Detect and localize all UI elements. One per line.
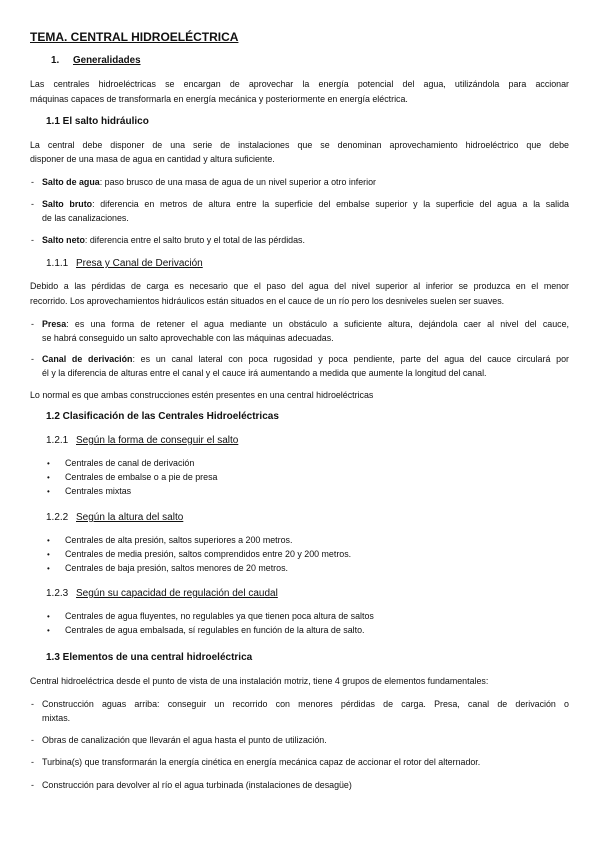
definition: : es una forma de retener el agua mediante un obstáculo a suficiente altura, dejándola caer al nivel del cauce, xyxy=(66,319,569,329)
section-number: 1. xyxy=(51,55,60,66)
list-item-continuation: él y la diferencia de alturas entre el canal y el cauce irá aumentando a medida que aumente la longitud del canal. xyxy=(42,368,487,378)
paragraph-line: máquinas capaces de transformarla en energía mecánica y posteriormente en energía eléctrica. xyxy=(30,94,408,104)
section-1-2-heading: 1.2 Clasificación de las Centrales Hidroeléctricas xyxy=(46,411,279,422)
document-title: TEMA. CENTRAL HIDROELÉCTRICA xyxy=(30,30,239,44)
bullet-item: Centrales de agua embalsada, sí regulables en función de la altura de salto. xyxy=(65,625,365,635)
dash-marker: - xyxy=(31,699,34,709)
list-item: Obras de canalización que llevarán el agua hasta el punto de utilización. xyxy=(42,735,327,745)
list-item-continuation: mixtas. xyxy=(42,713,71,723)
paragraph-line: Debido a las pérdidas de carga es necesario que el paso del agua del nivel superior al inferior se produzca en el menor xyxy=(30,281,569,291)
section-1-3-heading: 1.3 Elementos de una central hidroeléctrica xyxy=(46,652,253,663)
paragraph-line: Las centrales hidroeléctricas se encargan de aprovechar la energía potencial del agua, utilizándola para accionar xyxy=(30,79,569,89)
bullet-marker: • xyxy=(47,536,50,545)
definition: : es un canal lateral con poca rugosidad y poca pendiente, parte del agua del cauce circulará por xyxy=(132,354,569,364)
bullet-item: Centrales de baja presión, saltos menores de 20 metros. xyxy=(65,563,288,573)
list-item-continuation: de las canalizaciones. xyxy=(42,213,129,223)
section-1-2-3-heading xyxy=(46,588,278,599)
bullet-item: Centrales de canal de derivación xyxy=(65,458,195,468)
list-item xyxy=(42,318,569,331)
list-item xyxy=(42,198,569,211)
bullet-marker: • xyxy=(47,473,50,482)
section-number: 1.2.1 xyxy=(46,435,69,446)
section-1-2-1-heading xyxy=(46,435,238,446)
paragraph-line: Lo normal es que ambas construcciones estén presentes en una central hidroeléctricas xyxy=(30,390,374,400)
list-item: Construcción aguas arriba: conseguir un recorrido con menores pérdidas de carga. Presa, canal de derivación o xyxy=(42,699,569,709)
dash-marker: - xyxy=(31,735,34,745)
bullet-item: Centrales de embalse o a pie de presa xyxy=(65,472,218,482)
bullet-marker: • xyxy=(47,550,50,559)
paragraph-line: La central debe disponer de una serie de instalaciones que se denominan aprovechamiento hidroeléctrico que debe xyxy=(30,140,569,150)
section-number: 1.2.2 xyxy=(46,512,69,523)
section-title: Según la altura del salto xyxy=(76,512,184,523)
section-title: Según la forma de conseguir el salto xyxy=(76,435,239,446)
bullet-item: Centrales mixtas xyxy=(65,486,132,496)
list-item xyxy=(42,353,569,366)
dash-marker: - xyxy=(31,235,34,245)
definition: : paso brusco de una masa de agua de un nivel superior a otro inferior xyxy=(99,177,376,187)
bullet-marker: • xyxy=(47,564,50,573)
bullet-marker: • xyxy=(47,487,50,496)
section-title: Según su capacidad de regulación del caudal xyxy=(76,588,278,599)
bullet-item: Centrales de agua fluyentes, no regulables ya que tienen poca altura de saltos xyxy=(65,611,374,621)
section-1-1-heading: 1.1 El salto hidráulico xyxy=(46,116,149,127)
definition: : diferencia en metros de altura entre la superficie del embalse superior y la superficie del agua a la salida xyxy=(92,199,569,209)
bullet-item: Centrales de media presión, saltos comprendidos entre 20 y 200 metros. xyxy=(65,549,352,559)
term: Salto neto xyxy=(42,235,85,245)
term: Presa xyxy=(42,319,67,329)
section-title: Generalidades xyxy=(73,55,141,66)
list-item: Turbina(s) que transformarán la energía cinética en energía mecánica capaz de accionar el rotor del alternador. xyxy=(42,757,481,767)
section-1-2-2-heading xyxy=(46,512,183,523)
section-1-1-1-heading xyxy=(46,258,203,269)
list-item-continuation: se habrá conseguido un salto aprovechable con las máquinas adecuadas. xyxy=(42,333,334,343)
dash-marker: - xyxy=(31,354,34,364)
dash-marker: - xyxy=(31,780,34,790)
bullet-marker: • xyxy=(47,612,50,621)
dash-marker: - xyxy=(31,177,34,187)
dash-marker: - xyxy=(31,319,34,329)
bullet-marker: • xyxy=(47,626,50,635)
term: Canal de derivación xyxy=(42,354,133,364)
list-item xyxy=(42,176,569,189)
section-number: 1.2.3 xyxy=(46,588,69,599)
bullet-marker: • xyxy=(47,459,50,468)
term: Salto de agua xyxy=(42,177,100,187)
dash-marker: - xyxy=(31,199,34,209)
section-title: Presa y Canal de Derivación xyxy=(76,258,203,269)
paragraph-line: disponer de una masa de agua en cantidad y altura suficiente. xyxy=(30,154,275,164)
paragraph-line: Central hidroeléctrica desde el punto de vista de una instalación motriz, tiene 4 grupos de elementos fundamentales: xyxy=(30,676,489,686)
section-number: 1.1.1 xyxy=(46,258,69,269)
term: Salto bruto xyxy=(42,199,93,209)
section-1-heading xyxy=(51,55,141,66)
definition: : diferencia entre el salto bruto y el total de las pérdidas. xyxy=(84,235,305,245)
bullet-item: Centrales de alta presión, saltos superiores a 200 metros. xyxy=(65,535,293,545)
list-item xyxy=(42,234,569,247)
list-item: Construcción para devolver al río el agua turbinada (instalaciones de desagüe) xyxy=(42,780,352,790)
paragraph-line: recorrido. Los aprovechamientos hidráulicos están situados en el cauce de un río pero los desniveles suelen ser suaves. xyxy=(30,296,505,306)
dash-marker: - xyxy=(31,757,34,767)
